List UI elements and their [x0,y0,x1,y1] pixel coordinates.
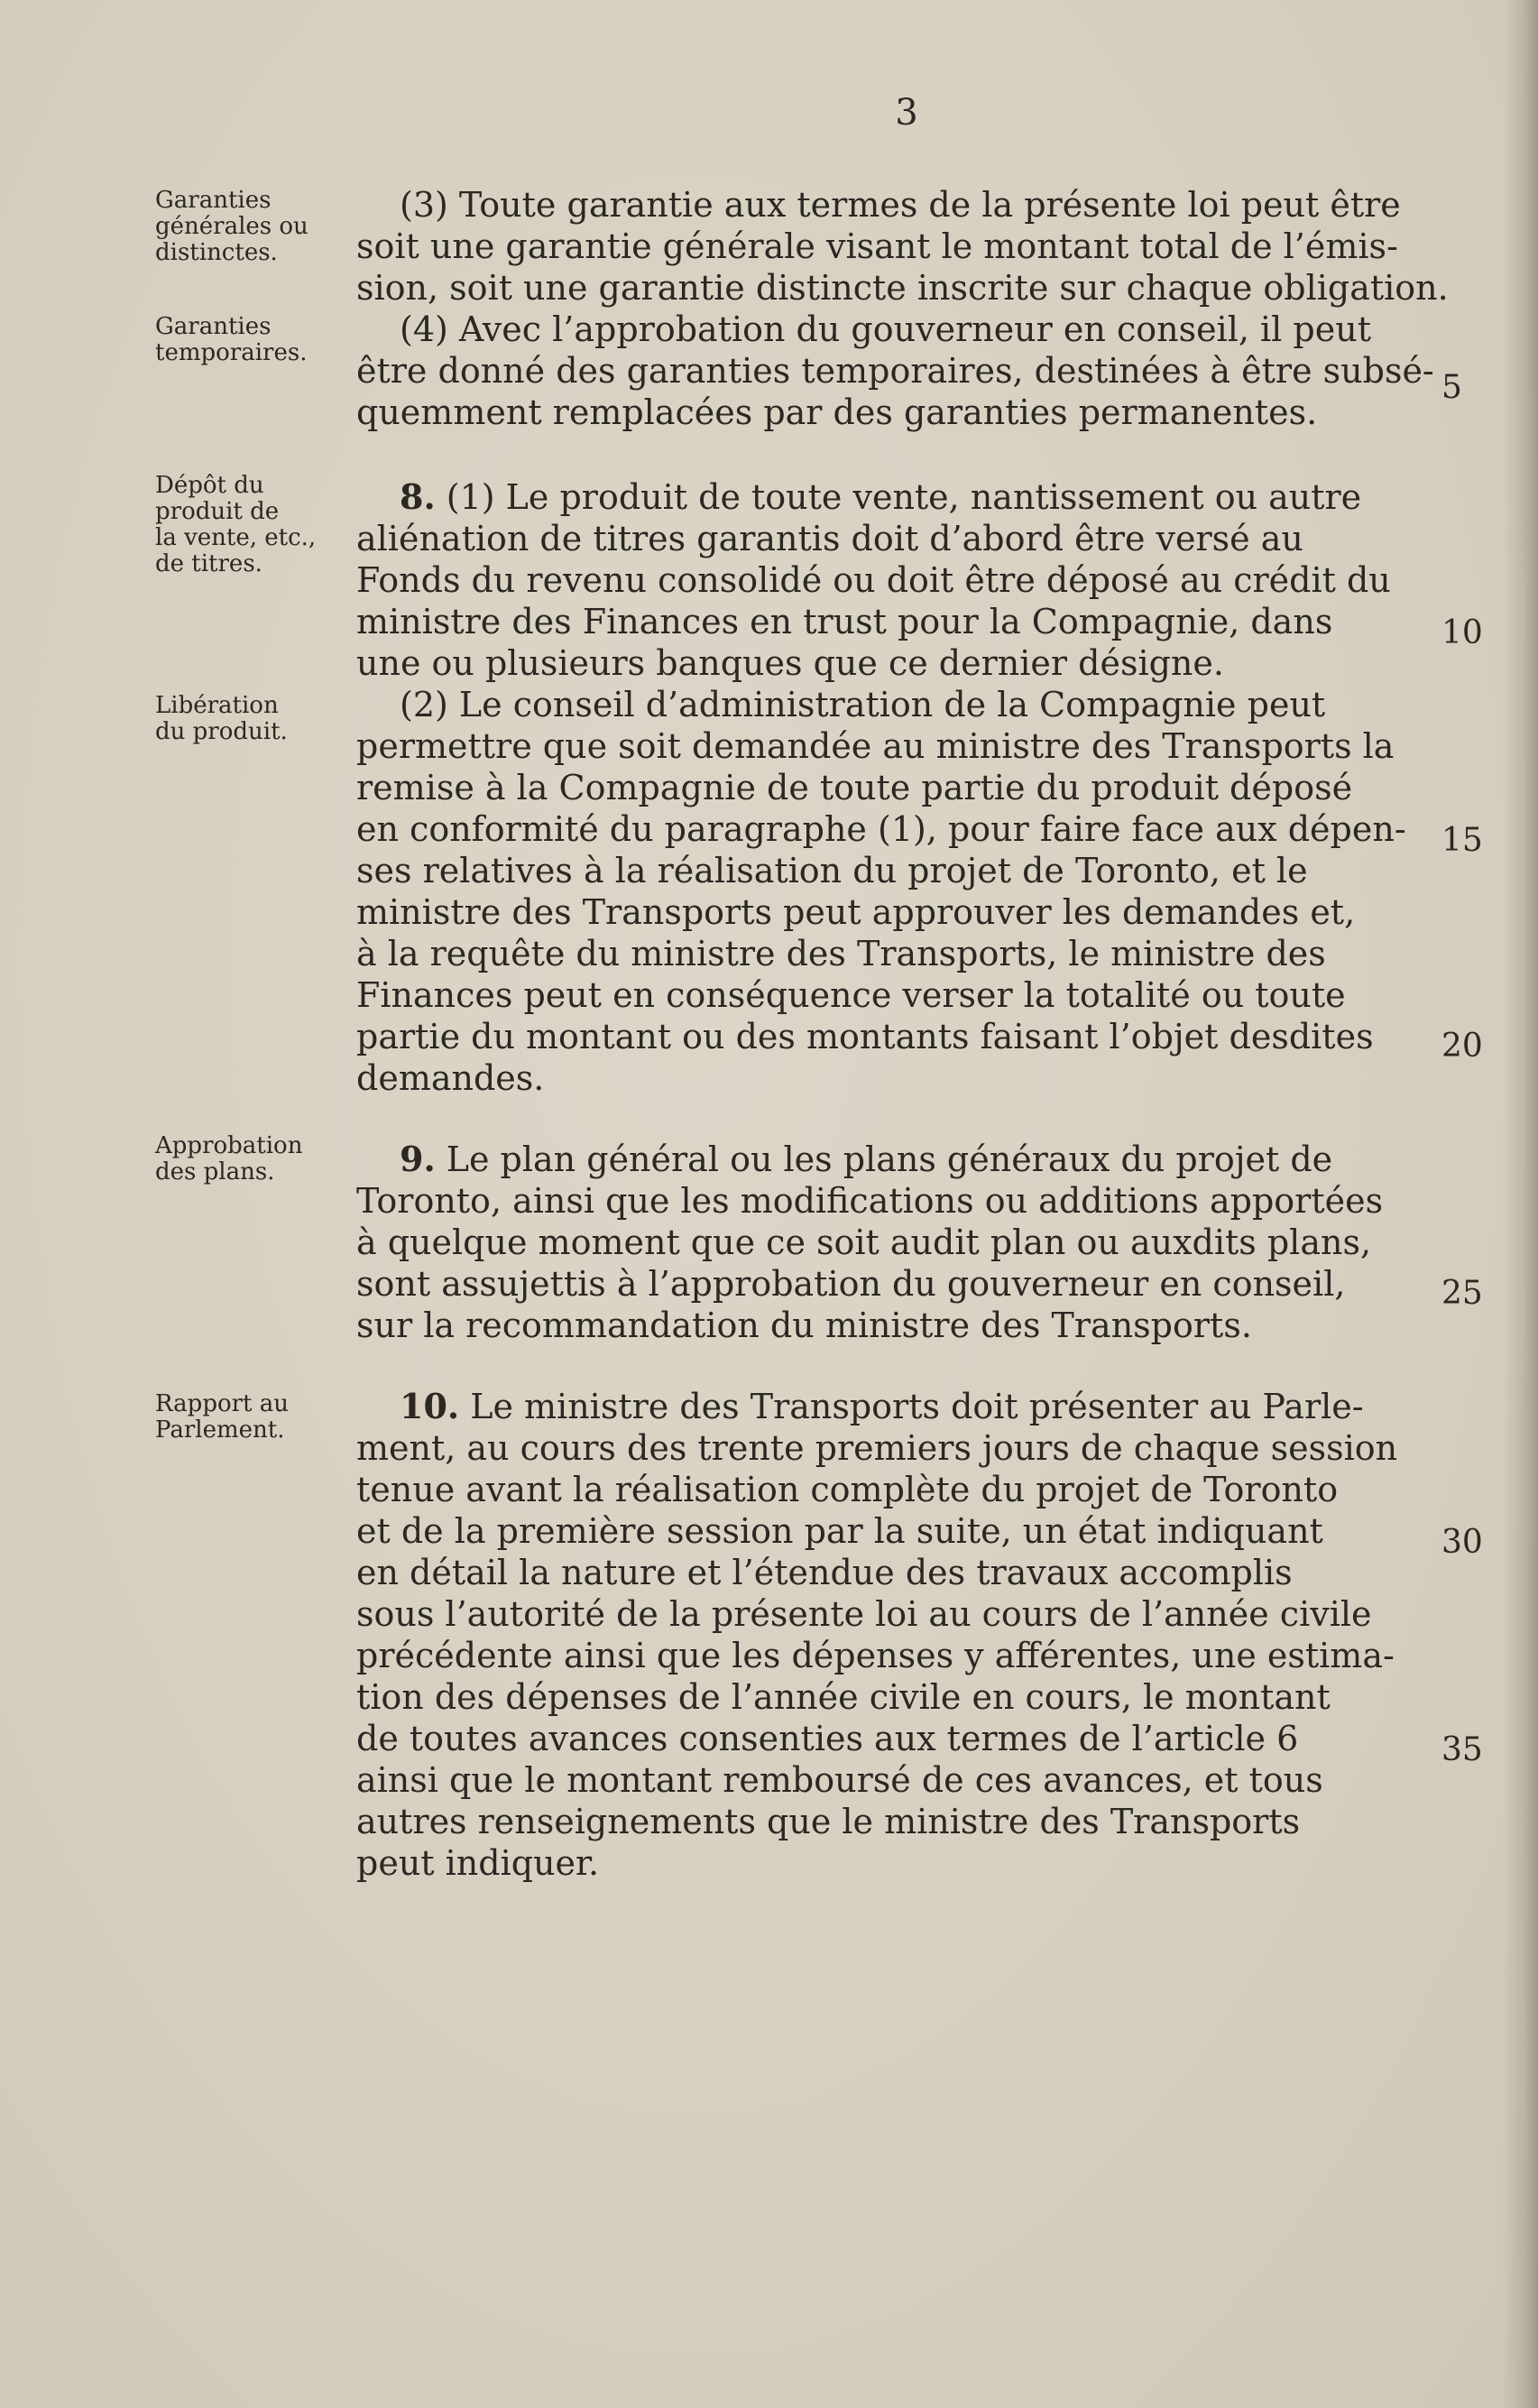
section-10-first-line [356,1386,1439,1427]
margin-note-depot-du-produit: Dépôt du produit de la vente, etc., de titres. [155,472,317,577]
section-8-1 [356,476,1439,684]
text-line: ministre des Finances en trust pour la Compagnie, dans [356,602,1333,641]
text-line: soit une garantie générale visant le montant total de l’émis- [356,226,1398,266]
text-line: permettre que soit demandée au ministre des Transports la [356,726,1395,766]
text-line: remise à la Compagnie de toute partie du produit déposé [356,768,1353,807]
text-line: ainsi que le montant remboursé de ces avances, et tous [356,1760,1323,1800]
margin-note-garanties-generales: Garanties générales ou distinctes. [155,187,309,266]
text-line: en conformité du paragraphe (1), pour faire face aux dépen- [356,809,1406,849]
section-10 [356,1386,1439,1884]
section-number-9: 9. [400,1139,436,1179]
text-line: (3) Toute garantie aux termes de la présente loi peut être [400,185,1401,225]
text-line: partie du montant ou des montants faisant l’objet desdites [356,1017,1374,1056]
text-line: et de la première session par la suite, un état indiquant [356,1511,1323,1551]
text-line: quemment remplacées par des garanties permanentes. [356,392,1318,432]
paragraph-7-3 [356,184,1449,309]
text-line: précédente ainsi que les dépenses y afférentes, une estima- [356,1636,1395,1675]
text-line: Fonds du revenu consolidé ou doit être déposé au crédit du [356,560,1391,600]
text-line: à quelque moment que ce soit audit plan ou auxdits plans, [356,1222,1372,1262]
text-line: sion, soit une garantie distincte inscrite sur chaque obligation. [356,268,1449,308]
text-line: autres renseignements que le ministre des Transports [356,1802,1301,1841]
text-line: une ou plusieurs banques que ce dernier désigne. [356,643,1224,683]
text-line: (2) Le conseil d’administration de la Compagnie peut [400,685,1326,724]
text-line: demandes. [356,1058,545,1098]
section-8-first-line [356,476,1439,518]
margin-note-rapport-au-parlement: Rapport au Parlement. [155,1390,290,1444]
margin-note-liberation-du-produit: Libération du produit. [155,692,288,745]
line-number-30: 30 [1441,1524,1483,1561]
margin-note-approbation-des-plans: Approbation des plans. [155,1132,303,1186]
text-line: tenue avant la réalisation complète du projet de Toronto [356,1470,1339,1509]
text-line: de toutes avances consenties aux termes de l’article 6 [356,1719,1299,1758]
page-edge-shadow [1502,0,1538,2408]
text-line: sont assujettis à l’approbation du gouverneur en conseil, [356,1264,1346,1304]
text-line: ses relatives à la réalisation du projet de Toronto, et le [356,851,1308,890]
text-line: sous l’autorité de la présente loi au cours de l’année civile [356,1594,1372,1634]
line-number-20: 20 [1441,1028,1483,1065]
section-number-8: 8. [400,476,436,517]
text-line: en détail la nature et l’étendue des travaux accomplis [356,1553,1293,1592]
text-line: Le plan général ou les plans généraux du projet de [435,1139,1333,1179]
text-line: (4) Avec l’approbation du gouverneur en conseil, il peut [400,309,1371,349]
section-9-first-line [356,1139,1439,1180]
margin-note-garanties-temporaires: Garanties temporaires. [155,313,308,366]
line-number-10: 10 [1441,614,1483,651]
section-9 [356,1139,1439,1346]
section-8-2 [356,684,1439,1099]
text-line: Toronto, ainsi que les modifications ou additions apportées [356,1181,1384,1221]
text-line: ment, au cours des trente premiers jours de chaque session [356,1428,1398,1468]
text-line: tion des dépenses de l’année civile en cours, le montant [356,1677,1331,1717]
page-number: 3 [895,92,918,134]
paragraph-7-4 [356,309,1439,433]
text-line: être donné des garanties temporaires, destinées à être subsé- [356,351,1434,391]
text-line: Finances peut en conséquence verser la totalité ou toute [356,975,1346,1015]
text-line: (1) Le produit de toute vente, nantissement ou autre [435,477,1362,517]
line-number-25: 25 [1441,1275,1483,1312]
line-number-35: 35 [1441,1731,1483,1768]
text-line: à la requête du ministre des Transports, le ministre des [356,934,1326,973]
text-line: peut indiquer. [356,1843,600,1883]
section-number-10: 10. [400,1386,460,1426]
text-line: Le ministre des Transports doit présenter au Parle- [459,1387,1364,1426]
text-line: sur la recommandation du ministre des Transports. [356,1305,1252,1345]
line-number-5: 5 [1441,369,1462,406]
text-line: ministre des Transports peut approuver les demandes et, [356,892,1356,932]
line-number-15: 15 [1441,822,1483,859]
text-line: aliénation de titres garantis doit d’abord être versé au [356,519,1303,558]
